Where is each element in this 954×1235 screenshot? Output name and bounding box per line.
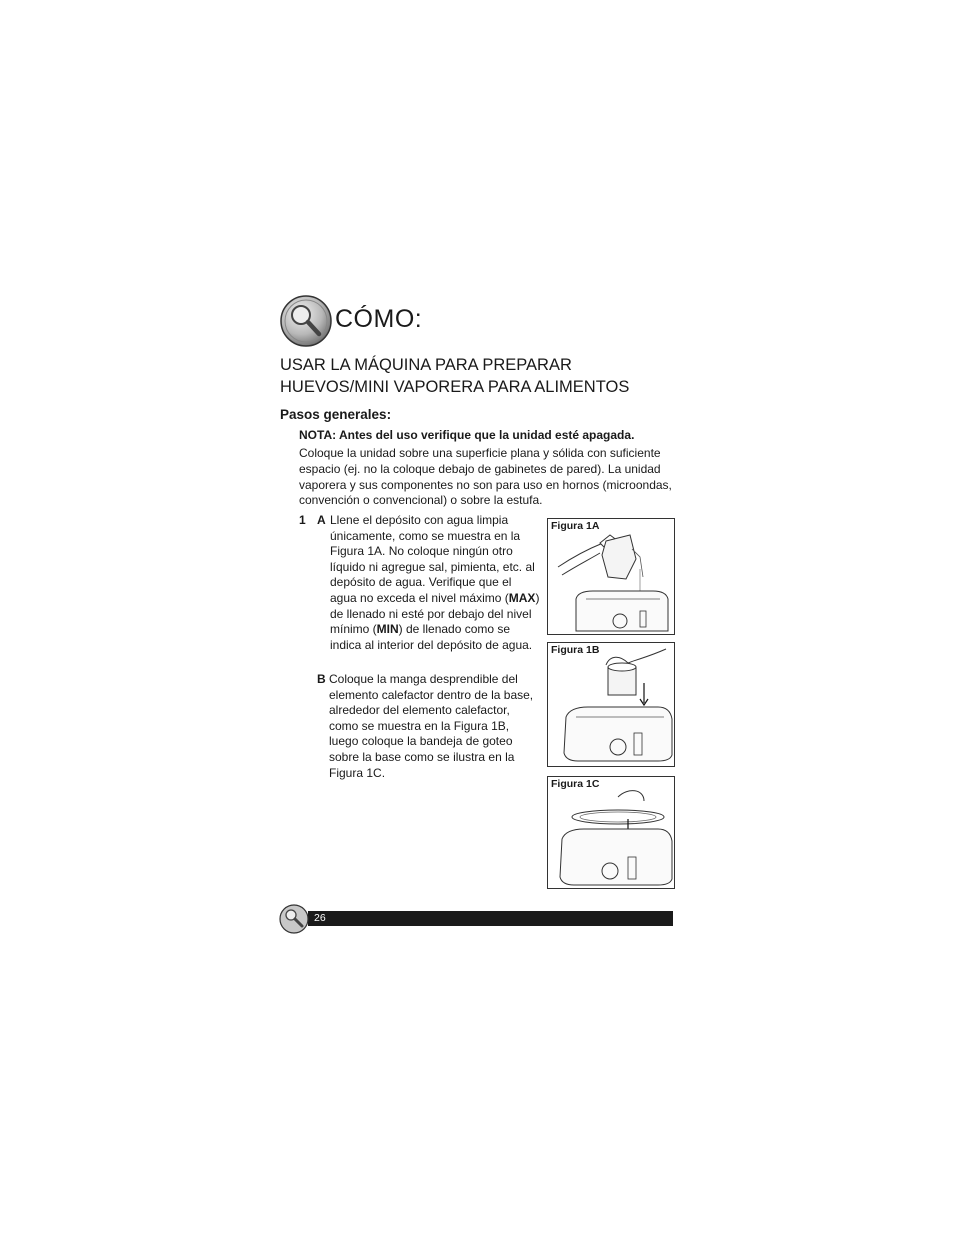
footer-bar xyxy=(308,911,673,926)
figure-1c-label: Figura 1C xyxy=(551,778,600,790)
step-a-text xyxy=(330,513,540,653)
step-number: 1 xyxy=(299,513,306,527)
figure-1c-illustration xyxy=(548,777,674,888)
page-number: 26 xyxy=(314,912,326,924)
page-title: CÓMO: xyxy=(335,305,423,333)
section-heading: Pasos generales: xyxy=(280,407,392,422)
figure-1a-illustration xyxy=(548,519,674,634)
step-a-text-part1: Llene el depósito con agua limpia únicamente, como se muestra en la Figura 1A. No coloque ningún otro líquido ni agregue sal, pimienta, etc. al depósito de agua. Verifique que el agua no exceda el nivel máximo ( xyxy=(330,513,535,605)
step-a-text-part2: ) de llenado ni esté por debajo del nivel mínimo ( xyxy=(330,590,540,637)
figure-1b xyxy=(547,642,675,767)
step-b-text: Coloque la manga desprendible del elemento calefactor dentro de la base, alrededor del elemento calefactor, como se muestra en la Figura 1B, luego coloque la bandeja de goteo sobre la base como se ilustra en la Figura 1C. xyxy=(329,672,534,780)
intro-paragraph: Coloque la unidad sobre una superficie plana y sólida con suficiente espacio (ej. no la coloque debajo de gabinetes de pared). La unidad vaporera y sus componentes no son para uso en hornos (microondas, convención o convencional) o sobre la estufa. xyxy=(299,446,672,508)
page-subtitle: USAR LA MÁQUINA PARA PREPARAR HUEVOS/MINI VAPORERA PARA ALIMENTOS xyxy=(280,356,630,396)
magnifier-logo-icon xyxy=(279,294,333,348)
step-a-letter: A xyxy=(317,513,326,527)
footer-magnifier-icon xyxy=(279,904,309,934)
note-text: NOTA: Antes del uso verifique que la unidad esté apagada. xyxy=(299,428,635,442)
figure-1c xyxy=(547,776,675,889)
figure-1b-illustration xyxy=(548,643,674,766)
min-label: MIN xyxy=(376,622,399,637)
figure-1b-label: Figura 1B xyxy=(551,644,600,656)
figure-1a-label: Figura 1A xyxy=(551,520,600,532)
step-b-letter: B xyxy=(317,672,326,686)
step-a-text-part3: ) de llenado como se indica al interior del depósito de agua. xyxy=(330,622,533,652)
figure-1a xyxy=(547,518,675,635)
max-label: MAX xyxy=(508,590,536,605)
